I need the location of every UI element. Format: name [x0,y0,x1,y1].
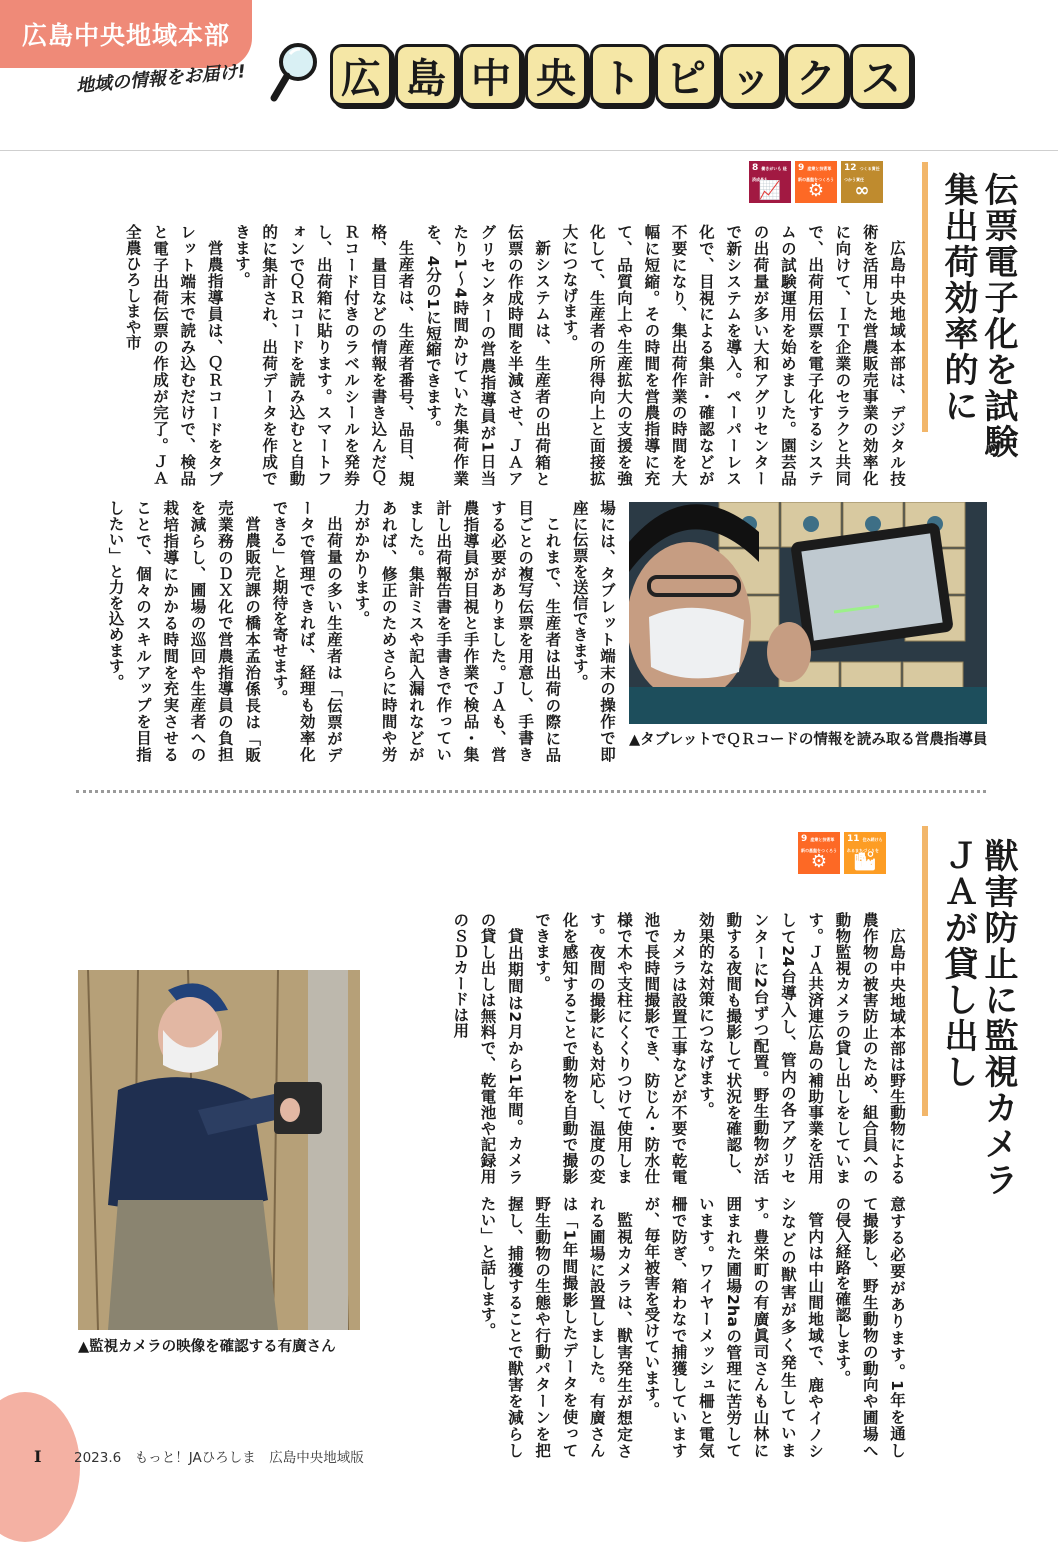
page-title [330,44,912,106]
magnifier-icon [268,40,322,104]
page-number: I [34,1447,42,1466]
article2-body-top [372,912,910,1184]
title-char: ピ [655,44,717,106]
footer-decoration [0,1392,80,1542]
article2-paragraph: カメラは設置工事などが不要で乾電池で長時間撮影でき、防じん・防水仕様で木や支柱にくくりつけて使用します。夜間の撮影にも対応し、温度の変化を感知することで動物を自動で撮影できます。 [533,912,688,1184]
header-subtitle: 地域の情報をお届け! [75,61,247,97]
title-char: ッ [720,44,782,106]
article1-headline [938,172,1018,460]
sdg-icon: 8 働きがいも 経済成長も 📈 [749,161,791,203]
title-char: ト [590,44,652,106]
article1-paragraph: 出荷量の多い生産者は「伝票がデータで管理できれば、経理も効率化できる」と期待を寄せます。 [270,500,344,762]
article1-paragraph: 営農指導員は、ＱＲコードをタブレット端末で読み込むだけで、検品と電子出荷伝票の作成が完了。ＪＡ全農ひろしまや市 [123,224,224,486]
sdg-icon: 12 つくる責任 つかう責任 ∞ [841,161,883,203]
title-char: 央 [525,44,587,106]
sdg-icon: 11 住み続けられるまちづくりを 🏙 [844,832,886,874]
article1-headline-line2: 集出荷効率的に [938,172,978,424]
header-rule [0,150,1058,151]
article1-paragraph: これまで、生産者は出荷の際に品目ごとの複写伝票を用意し、手書きする必要がありました。ＪＡも、営農指導員が目視と手作業で検品・集計し出荷報告書を手書きで作っていました。集計ミスや記入漏れなどがあれば、修正のためさらに時間や労力がかかります。 [352,500,562,762]
article1-headline-line1: 伝票電子化を試験 [978,172,1018,460]
article2-headline-line2: ＪＡが貸し出し [938,838,978,1090]
article2-paragraph: 広島中央地域本部は野生動物による農作物の被害防止のため、組合員への動物監視カメラの貸し出しをしています。ＪＡ共済連広島の補助事業を活用して24台導入し、管内の各アグリセンターに2台ずつ配置。野生動物が活動する夜間も撮影して状況を確認し、効果的な対策につなげます。 [696,912,906,1184]
article1-paragraph: 場には、タブレット端末の操作で即座に伝票を送信できます。 [570,500,616,762]
headline-accent [922,162,928,432]
sdg-icon: 9 産業と技術革新の基盤をつくろう ⚙ [795,161,837,203]
title-char: 島 [395,44,457,106]
article2-headline-line1: 獣害防止に監視カメラ [978,838,1018,1198]
article1-sdg-icons [749,161,883,203]
article1-paragraph: 広島中央地域本部は、デジタル技術を活用した営農販売事業の効率化に向けて、ＩＴ企業のセラクと共同で、出荷用伝票を電子化するシステムの試験運用を始めました。園芸品の出荷量が多い大和アグリセンターで新システムを導入。ペーパーレス化で、目視による集計・確認などが不要になり、集出荷作業の時間を大幅に短縮。その時間を営農指導に充て、品質向上や生産拡大の支援を強化して、生産者の所得向上と面接拡大につなげます。 [560,224,906,486]
article1-paragraph: 生産者は、生産者番号、品目、規格、量目などの情報を書き込んだＱＲコード付きのラベルシールを発券し、出荷箱に貼ります。スマートフォンでＱＲコードを読み込むと自動的に集計され、出荷データを作成できます。 [232,224,415,486]
article1-body-bottom [70,500,620,762]
article2-headline [938,838,1018,1198]
sdg-icon: 9 産業と技術革新の基盤をつくろう ⚙ [798,832,840,874]
title-char: 広 [330,44,392,106]
article1-paragraph: 営農販売課の橋本孟治係長は「販売業務のＤＸ化で営農指導員の負担を減らし、圃場の巡回や生産者への栽培指導にかかる時間を充実させることで、個々のスキルアップを目指したい」と力を込めます。 [106,500,262,762]
region-tag: 広島中央地域本部 [0,0,252,68]
title-char: 中 [460,44,522,106]
article2-paragraph: 貸出期間は2月から1年間。カメラの貸し出しは無料で、乾電池や記録用のＳＤカードは用 [451,912,524,1184]
article2-paragraph: 管内は中山間地域で、鹿やイノシシなどの獣害が多く発生しています。豊栄町の有廣眞司さんも山林に囲まれた圃場2haの管理に苦労しています。ワイヤーメッシュ柵と電気柵で防ぎ、箱わなで捕獲していますが、毎年被害を受けています。 [642,1196,825,1458]
footer-publication: 2023.6 もっと！JAひろしま 広島中央地域版 [74,1450,364,1466]
article2-sdg-icons [798,832,886,874]
camera-check-photo [78,970,360,1330]
article1-paragraph: 新システムは、生産者の出荷箱と伝票の作成時間を半減させ、ＪＡアグリセンターの営農指導員が1日当たり1～4時間かけていた集荷作業を、4分の1に短縮できます。 [423,224,552,486]
article2-paragraph: 意する必要があります。1年を通して撮影し、野生動物の動向や圃場への侵入経路を確認します。 [833,1196,906,1458]
title-char: ス [850,44,912,106]
article1-body-top [70,224,910,486]
article1-photo-caption: ▲タブレットでＱＲコードの情報を読み取る営農指導員 [629,732,988,748]
tablet-qr-photo [629,502,987,724]
article2-body-bottom [410,1196,910,1458]
article2-photo-caption: ▲監視カメラの映像を確認する有廣さん [78,1339,336,1355]
title-char: ク [785,44,847,106]
section-divider [76,790,986,793]
headline-accent [922,826,928,1116]
article2-paragraph: 監視カメラは、獣害発生が想定される圃場に設置しました。有廣さんは「1年間撮影したデータを使って野生動物の生態や行動パターンを把握し、捕獲することで獣害を減らしたい」と話します。 [478,1196,634,1458]
